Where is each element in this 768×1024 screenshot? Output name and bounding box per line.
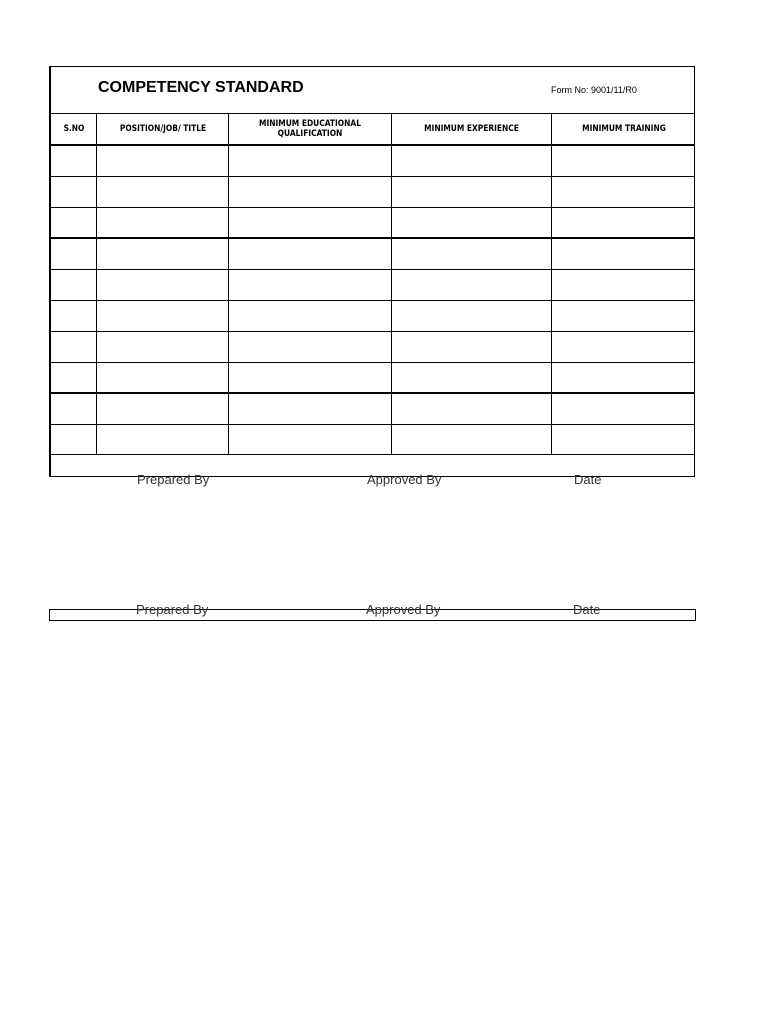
- table-row[interactable]: [51, 363, 694, 394]
- table-row[interactable]: [51, 332, 694, 363]
- column-header-sno: S.NO: [63, 124, 85, 134]
- title-row: [51, 67, 694, 114]
- date-label: Date: [574, 472, 602, 487]
- signature-strip: [49, 602, 696, 621]
- date-label: Date: [573, 602, 601, 617]
- table-row[interactable]: [51, 239, 694, 270]
- column-header-training: MINIMUM TRAINING: [582, 124, 666, 134]
- table-row[interactable]: [51, 425, 694, 456]
- column-header-position: POSITION/JOB/ TITLE: [119, 124, 207, 134]
- table-row[interactable]: [51, 394, 694, 425]
- column-header-education: MINIMUM EDUCATIONAL QUALIFICATION: [259, 119, 361, 139]
- approved-by-label: Approved By: [366, 602, 441, 617]
- signature-row: [51, 455, 694, 487]
- table-row[interactable]: [51, 301, 694, 332]
- table-grid: [51, 113, 694, 455]
- column-header-experience: MINIMUM EXPERIENCE: [424, 124, 519, 134]
- prepared-by-label: Prepared By: [136, 602, 209, 617]
- table-row[interactable]: [51, 145, 694, 176]
- table-row[interactable]: [51, 177, 694, 208]
- form-number: Form No: 9001/11/R0: [551, 85, 637, 95]
- table-row[interactable]: [51, 208, 694, 239]
- approved-by-label: Approved By: [367, 472, 442, 487]
- prepared-by-label: Prepared By: [137, 472, 210, 487]
- competency-standard-form: [49, 66, 695, 487]
- table-row[interactable]: [51, 270, 694, 301]
- form-title: COMPETENCY STANDARD: [98, 79, 304, 96]
